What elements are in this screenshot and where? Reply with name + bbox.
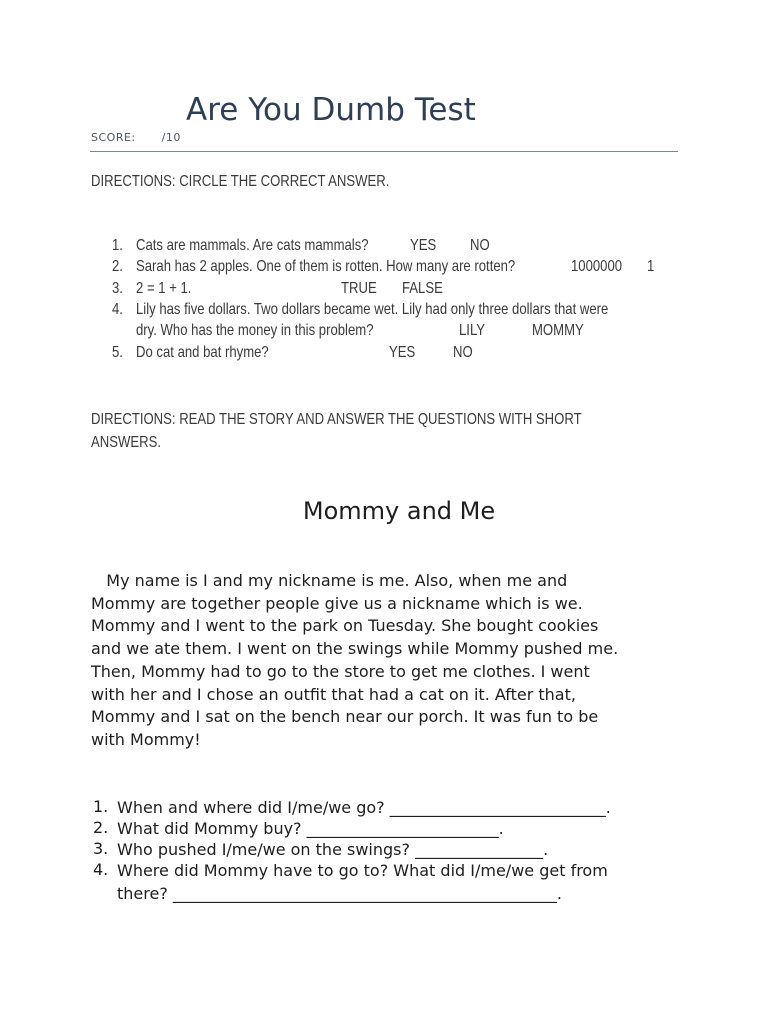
answer-option-no: NO xyxy=(470,237,490,254)
answer-option-1: 1 xyxy=(647,258,655,275)
question-text: Lily has five dollars. Two dollars became wet. Lily had only three dollars that were xyxy=(136,301,609,318)
question-1 xyxy=(0,237,768,259)
story-line: Mommy and I went to the park on Tuesday. She bought cookies xyxy=(91,616,599,636)
question-text: 2 = 1 + 1. xyxy=(136,280,192,297)
question-number: 1. xyxy=(112,237,123,254)
question-number: 2. xyxy=(93,818,109,837)
question-text: Cats are mammals. Are cats mammals? xyxy=(136,237,369,254)
question-text: When and where did I/me/we go? ___________________________. xyxy=(117,798,611,817)
question-2 xyxy=(0,258,768,280)
question-number: 1. xyxy=(93,797,109,816)
question-number: 4. xyxy=(93,860,109,879)
question-number: 2. xyxy=(112,258,123,275)
question-number: 4. xyxy=(112,301,123,318)
story-line: Then, Mommy had to go to the store to get me clothes. I went xyxy=(91,661,590,681)
question-number: 3. xyxy=(93,839,109,858)
question-text: Where did Mommy have to go to? What did I/me/we get from xyxy=(117,861,608,880)
story-line: with Mommy! xyxy=(91,729,201,749)
page-title: Are You Dumb Test xyxy=(186,92,476,128)
answer-option-true: TRUE xyxy=(341,280,377,297)
answer-option-yes: YES xyxy=(410,237,437,254)
answer-option-1000000: 1000000 xyxy=(571,258,623,275)
answer-option-lily: LILY xyxy=(459,322,486,339)
question-text: Do cat and bat rhyme? xyxy=(136,344,269,361)
question-text-line2: dry. Who has the money in this problem? xyxy=(136,322,374,339)
story-line: and we ate them. I went on the swings while Mommy pushed me. xyxy=(91,639,619,659)
question-number: 5. xyxy=(112,344,123,361)
directions-story xyxy=(91,408,582,454)
directions-circle: DIRECTIONS: CIRCLE THE CORRECT ANSWER. xyxy=(91,173,390,190)
answer-option-false: FALSE xyxy=(402,280,443,297)
story-paragraph xyxy=(91,570,681,752)
story-title: Mommy and Me xyxy=(302,497,496,525)
answer-option-mommy: MOMMY xyxy=(532,322,584,339)
story-line: Mommy are together people give us a nickname which is we. xyxy=(91,593,583,613)
answer-option-yes: YES xyxy=(389,344,416,361)
title-divider xyxy=(90,151,678,152)
story-line: My name is I and my nickname is me. Also, when me and xyxy=(91,571,568,590)
question-number: 3. xyxy=(112,280,123,297)
story-line: with her and I chose an outfit that had a cat on it. After that, xyxy=(91,684,576,704)
score-total: /10 xyxy=(161,131,181,144)
question-4 xyxy=(0,301,768,323)
question-text: Who pushed I/me/we on the swings? ________________. xyxy=(117,840,549,859)
story-line: Mommy and I sat on the bench near our porch. It was fun to be xyxy=(91,707,599,727)
question-text: What did Mommy buy? ________________________. xyxy=(117,819,504,838)
score-line xyxy=(91,131,181,144)
directions-line: ANSWERS. xyxy=(91,434,161,451)
question-3 xyxy=(0,280,768,302)
question-5 xyxy=(0,344,768,366)
directions-line: DIRECTIONS: READ THE STORY AND ANSWER THE QUESTIONS WITH SHORT xyxy=(91,411,582,428)
question-text-line2: there? ________________________________________________. xyxy=(117,884,562,903)
question-text: Sarah has 2 apples. One of them is rotten. How many are rotten? xyxy=(136,258,516,275)
score-label: SCORE: xyxy=(91,131,136,144)
answer-option-no: NO xyxy=(453,344,473,361)
question-4-continued xyxy=(0,322,768,344)
